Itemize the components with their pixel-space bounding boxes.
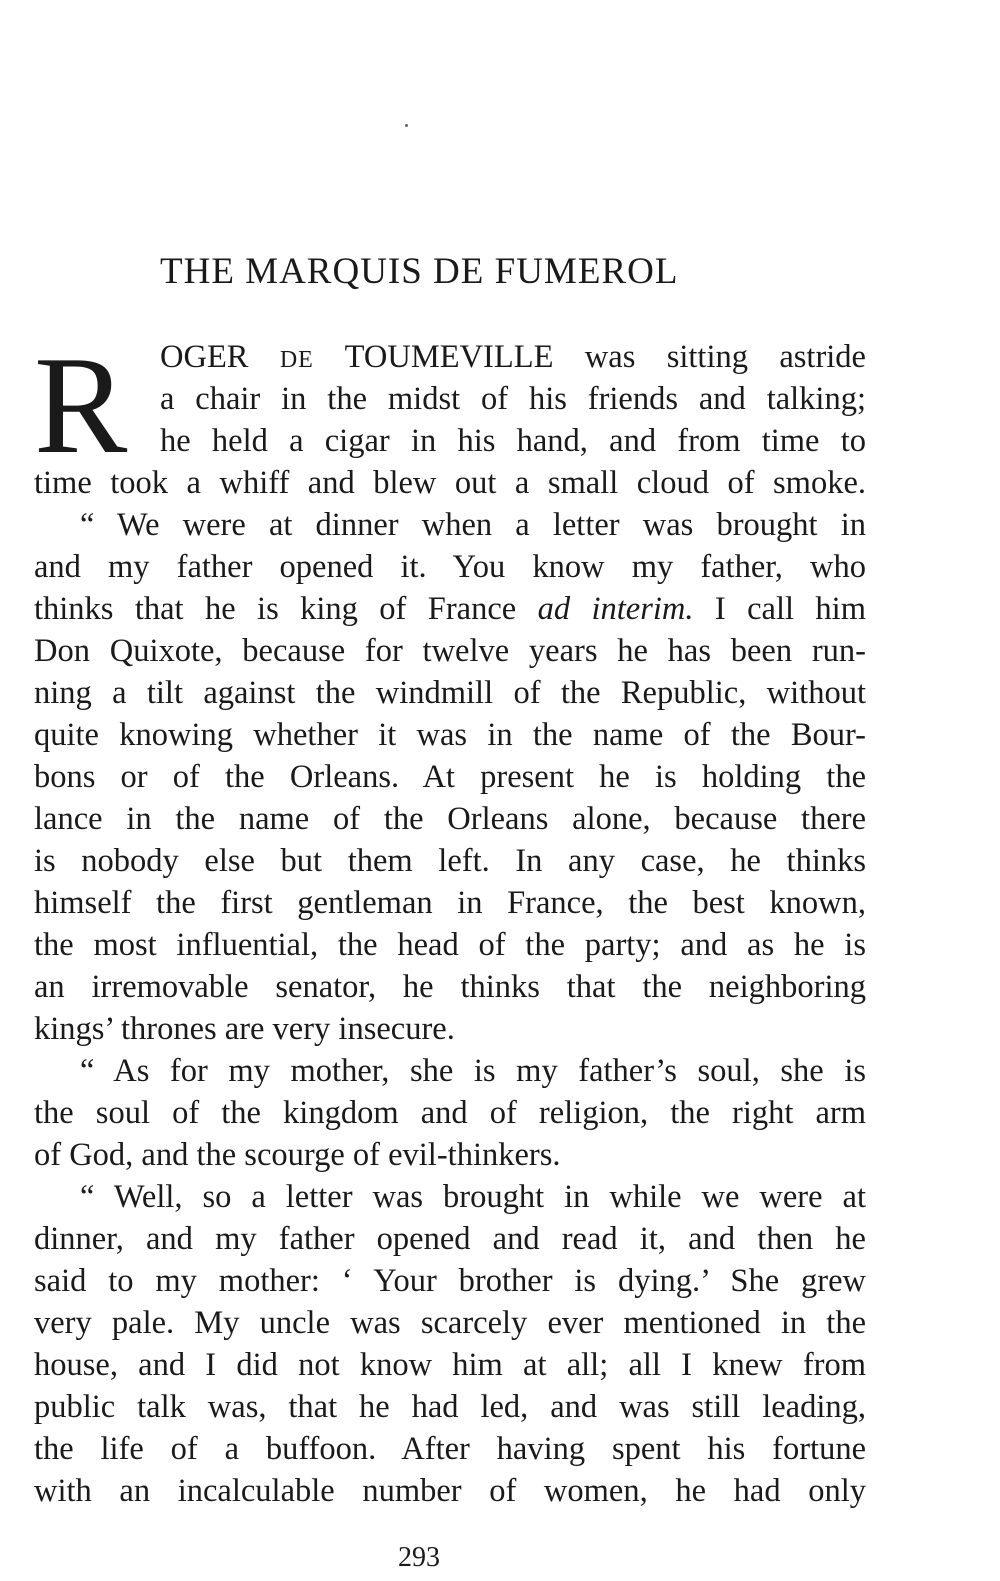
- text-line: of God, and the scourge of evil-thinkers.: [34, 1137, 561, 1173]
- text-line: Don Quixote, because for twelve years he has been run-: [34, 633, 866, 669]
- text-line: “ Well, so a letter was brought in while we were at: [80, 1179, 866, 1215]
- text-line: time took a whiff and blew out a small cloud of smoke.: [34, 465, 866, 501]
- text-line: kings’ thrones are very insecure.: [34, 1011, 455, 1047]
- text-line: the soul of the kingdom and of religion, the right arm: [34, 1095, 866, 1131]
- text-line: the life of a buffoon. After having spent his fortune: [34, 1431, 866, 1467]
- text-line: “ We were at dinner when a letter was brought in: [80, 507, 866, 543]
- text-line: and my father opened it. You know my father, who: [34, 549, 866, 585]
- text-line: house, and I did not know him at all; all I knew from: [34, 1347, 866, 1383]
- text-line: said to my mother: ‘ Your brother is dying.’ She grew: [34, 1263, 866, 1299]
- text-line: he held a cigar in his hand, and from time to: [160, 423, 866, 459]
- text-line: quite knowing whether it was in the name of the Bour-: [34, 717, 866, 753]
- text-line: thinks that he is king of France ad interim. I call him: [34, 591, 866, 627]
- text-line: an irremovable senator, he thinks that the neighboring: [34, 969, 866, 1005]
- text-line: with an incalculable number of women, he had only: [34, 1473, 866, 1509]
- text-line: is nobody else but them left. In any case, he thinks: [34, 843, 866, 879]
- text-line: very pale. My uncle was scarcely ever mentioned in the: [34, 1305, 866, 1341]
- body-text: [34, 328, 866, 1512]
- text-line: public talk was, that he had led, and was still leading,: [34, 1389, 866, 1425]
- text-line: dinner, and my father opened and read it, and then he: [34, 1221, 866, 1257]
- page-number: 293: [398, 1542, 440, 1573]
- text-line: ning a tilt against the windmill of the Republic, without: [34, 675, 866, 711]
- text-line: the most influential, the head of the party; and as he is: [34, 927, 866, 963]
- text-line: lance in the name of the Orleans alone, because there: [34, 801, 866, 837]
- text-line: himself the first gentleman in France, the best known,: [34, 885, 866, 921]
- text-line: bons or of the Orleans. At present he is holding the: [34, 759, 866, 795]
- ink-speck: [405, 124, 408, 127]
- text-line: OGER DE TOUMEVILLE was sitting astride: [160, 339, 866, 375]
- drop-cap: R: [34, 328, 128, 483]
- text-line: a chair in the midst of his friends and talking;: [160, 381, 866, 417]
- chapter-title: THE MARQUIS DE FUMEROL: [160, 251, 679, 292]
- text-line: “ As for my mother, she is my father’s soul, she is: [80, 1053, 866, 1089]
